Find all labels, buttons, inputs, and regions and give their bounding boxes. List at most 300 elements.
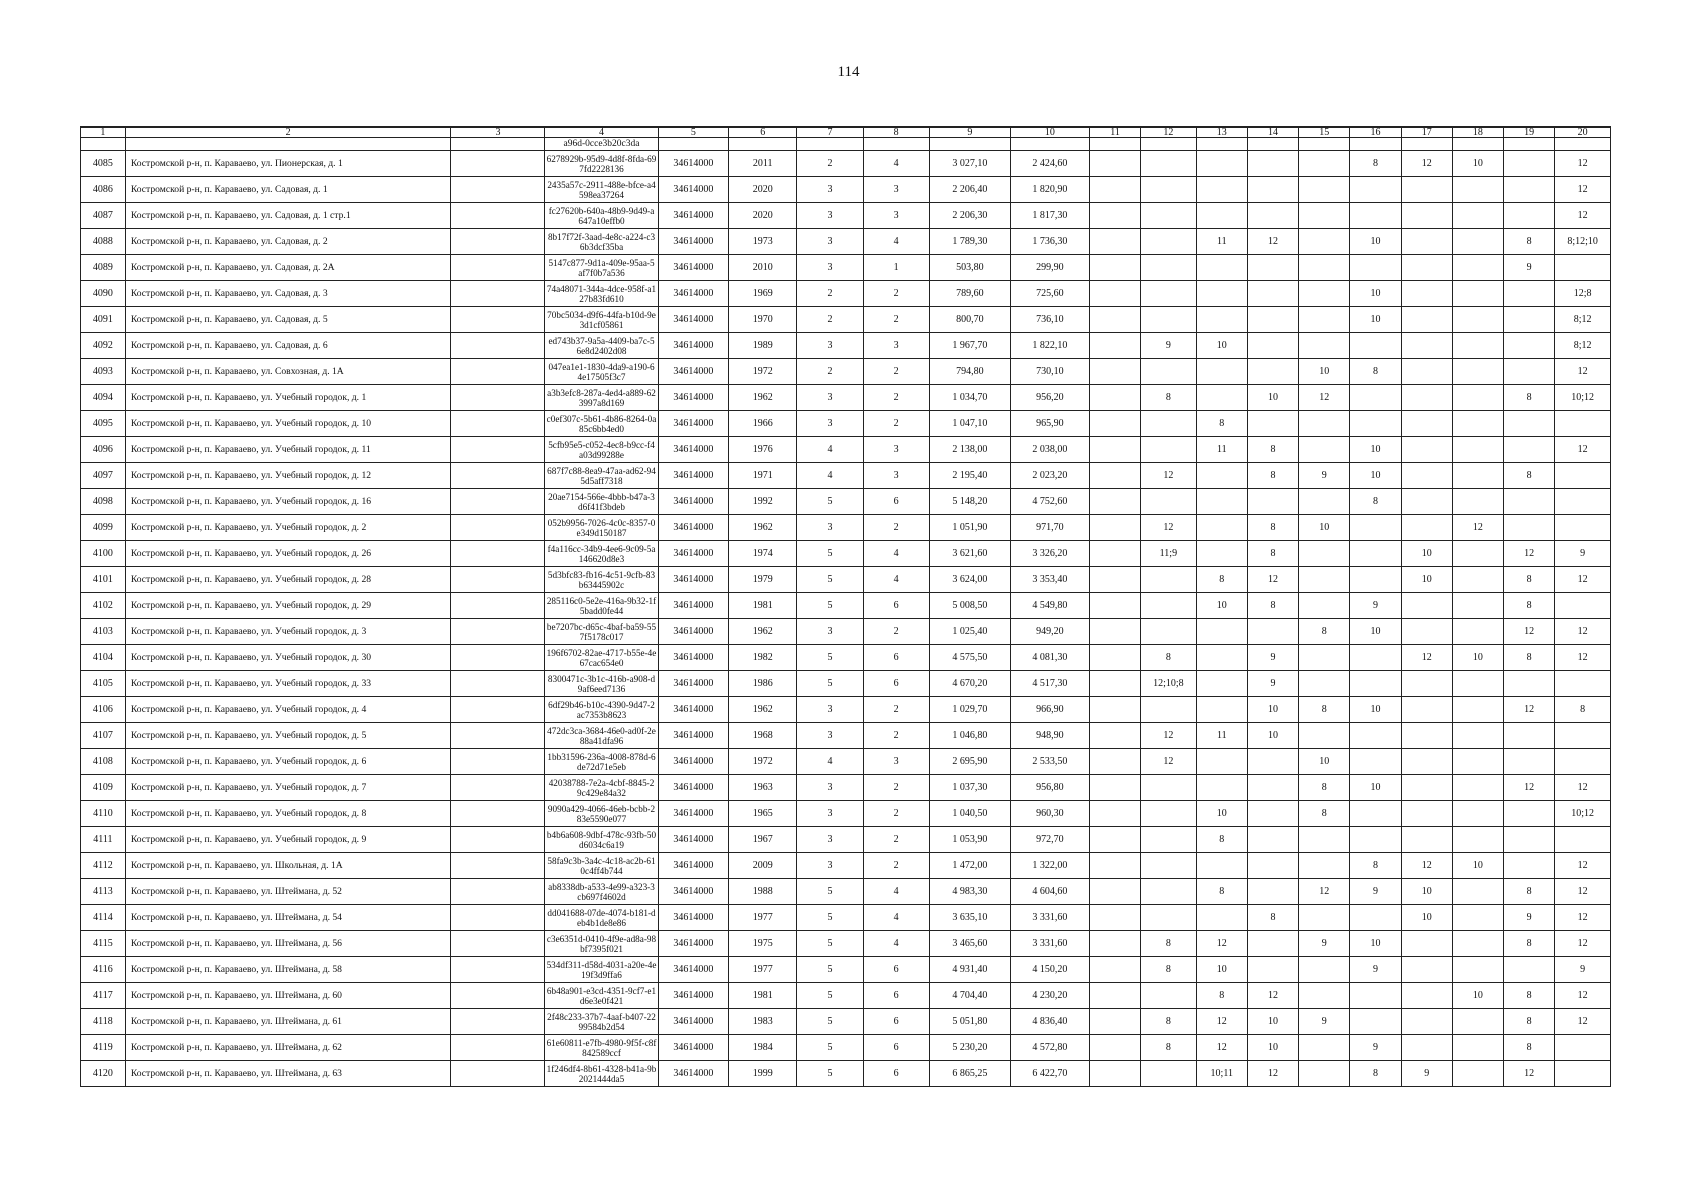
cell-col-5: 34614000 <box>658 1009 728 1035</box>
cell-col-10: 3 331,60 <box>1010 905 1089 931</box>
cell-col-9: 4 670,20 <box>929 671 1010 697</box>
cell-col-2: Костромской р-н, п. Караваево, ул. Садовая, д. 3 <box>125 281 451 307</box>
cell-col-4: 5d3bfc83-fb16-4c51-9cfb-83b63445902c <box>545 567 658 593</box>
cell-col-19: 8 <box>1504 1009 1555 1035</box>
table-row <box>81 229 1611 255</box>
cell-col-20 <box>1555 489 1611 515</box>
cell-col-15 <box>1299 489 1350 515</box>
cell-col-4: a3b3efc8-287a-4ed4-a889-623997a8d169 <box>545 385 658 411</box>
cell-col-13: 12 <box>1196 1009 1247 1035</box>
cell-col-1: 4100 <box>81 541 126 567</box>
cell-col-18 <box>1452 671 1503 697</box>
cell-col-8: 2 <box>863 411 929 437</box>
cell-col-10: 4 549,80 <box>1010 593 1089 619</box>
column-header-8: 8 <box>863 127 929 138</box>
cell-col-15 <box>1299 229 1350 255</box>
cell-col-6: 1966 <box>729 411 797 437</box>
cell-col-2: Костромской р-н, п. Караваево, ул. Учебный городок, д. 29 <box>125 593 451 619</box>
cell-col-6: 1971 <box>729 463 797 489</box>
cell-col-4: 047ea1e1-1830-4da9-a190-64e17505f3c7 <box>545 359 658 385</box>
cell-col-20 <box>1555 671 1611 697</box>
cell-col-18 <box>1452 619 1503 645</box>
cell-col-8: 2 <box>863 385 929 411</box>
cell-col-19 <box>1504 333 1555 359</box>
cell-col-19 <box>1504 749 1555 775</box>
cell-col-3 <box>451 515 545 541</box>
cell-col-6: 1976 <box>729 437 797 463</box>
cell-col-8: 2 <box>863 827 929 853</box>
cell-col-19: 8 <box>1504 931 1555 957</box>
cell-col-18 <box>1452 541 1503 567</box>
page-number: 114 <box>837 64 860 80</box>
cell-col-19 <box>1504 281 1555 307</box>
cell-col-7: 3 <box>797 177 863 203</box>
cell-col-14: 12 <box>1247 983 1298 1009</box>
cell-col-7: 5 <box>797 905 863 931</box>
cell-col-8: 4 <box>863 879 929 905</box>
cell-col-18 <box>1452 463 1503 489</box>
cell-col-2: Костромской р-н, п. Караваево, ул. Садовая, д. 2 <box>125 229 451 255</box>
cell-col-11 <box>1089 775 1140 801</box>
cell-col-3 <box>451 177 545 203</box>
cell-col-10: 1 820,90 <box>1010 177 1089 203</box>
cell-col-13 <box>1196 541 1247 567</box>
cell-col-17 <box>1401 489 1452 515</box>
cell-col-18 <box>1452 203 1503 229</box>
cell-col-16 <box>1350 1009 1401 1035</box>
cell-col-10: 2 533,50 <box>1010 749 1089 775</box>
cell-col-17 <box>1401 957 1452 983</box>
cell-col-5: 34614000 <box>658 775 728 801</box>
cell-col-8: 6 <box>863 1009 929 1035</box>
cell-col-11 <box>1089 593 1140 619</box>
cell-col-5: 34614000 <box>658 281 728 307</box>
table-row <box>81 619 1611 645</box>
cell-col-4: 6df29b46-b10c-4390-9d47-2ac7353b8623 <box>545 697 658 723</box>
cell-col-2: Костромской р-н, п. Караваево, ул. Учебный городок, д. 3 <box>125 619 451 645</box>
cell-col-6: 1986 <box>729 671 797 697</box>
cell-col-14 <box>1247 775 1298 801</box>
cell-col-15 <box>1299 541 1350 567</box>
cell-col-7: 5 <box>797 1009 863 1035</box>
cell-col-18 <box>1452 567 1503 593</box>
cell-col-16: 9 <box>1350 879 1401 905</box>
cell-col-20: 12 <box>1555 567 1611 593</box>
cell-col-17 <box>1401 931 1452 957</box>
cell-col-3 <box>451 437 545 463</box>
cell-col-2: Костромской р-н, п. Караваево, ул. Садовая, д. 2А <box>125 255 451 281</box>
cell-col-4: 472dc3ca-3684-46e0-ad0f-2e88a41dfa96 <box>545 723 658 749</box>
cell-col-8: 2 <box>863 281 929 307</box>
cell-col-10: 4 572,80 <box>1010 1035 1089 1061</box>
cell-col-12 <box>1141 593 1197 619</box>
cell-col-10: 972,70 <box>1010 827 1089 853</box>
cell-col-9: 1 789,30 <box>929 229 1010 255</box>
table-row <box>81 905 1611 931</box>
cell-col-13: 11 <box>1196 229 1247 255</box>
cell-col-16 <box>1350 983 1401 1009</box>
cell-col-8: 3 <box>863 437 929 463</box>
cell-col-2: Костромской р-н, п. Караваево, ул. Штеймана, д. 58 <box>125 957 451 983</box>
cell-col-5: 34614000 <box>658 151 728 177</box>
cell-col-5: 34614000 <box>658 931 728 957</box>
cell-col-19: 8 <box>1504 983 1555 1009</box>
cell-col-18 <box>1452 229 1503 255</box>
cell-col-17 <box>1401 281 1452 307</box>
cell-col-12: 8 <box>1141 1009 1197 1035</box>
cell-col-11 <box>1089 281 1140 307</box>
cell-col-6: 1972 <box>729 359 797 385</box>
cell-col-14 <box>1247 853 1298 879</box>
cell-col-12: 12 <box>1141 463 1197 489</box>
cell-col-16 <box>1350 411 1401 437</box>
cell-col-14: 10 <box>1247 385 1298 411</box>
cell-col-8: 2 <box>863 801 929 827</box>
cell-col-9: 1 053,90 <box>929 827 1010 853</box>
cell-col-20: 12 <box>1555 437 1611 463</box>
cell-col-15 <box>1299 671 1350 697</box>
cell-col-11 <box>1089 801 1140 827</box>
cell-col-9: 5 051,80 <box>929 1009 1010 1035</box>
cell-col-19: 8 <box>1504 645 1555 671</box>
column-header-19: 19 <box>1504 127 1555 138</box>
cell-col-7: 4 <box>797 437 863 463</box>
cell-col-7: 3 <box>797 229 863 255</box>
cell-col-6: 1969 <box>729 281 797 307</box>
cell-col-10: 949,20 <box>1010 619 1089 645</box>
cell-col-17 <box>1401 1035 1452 1061</box>
column-header-1: 1 <box>81 127 126 138</box>
cell-col-19: 8 <box>1504 229 1555 255</box>
cell-col-4: 74a48071-344a-4dce-958f-a127b83fd610 <box>545 281 658 307</box>
cell-col-15: 8 <box>1299 697 1350 723</box>
cell-col-4: b4b6a608-9dbf-478c-93fb-50d6034c6a19 <box>545 827 658 853</box>
cell-col-3 <box>451 801 545 827</box>
cell-col-3 <box>451 697 545 723</box>
cell-col-20 <box>1555 593 1611 619</box>
cell-col-8: 2 <box>863 619 929 645</box>
cell-col-12: 12;10;8 <box>1141 671 1197 697</box>
cell-col-15: 8 <box>1299 619 1350 645</box>
cell-col-9: 5 148,20 <box>929 489 1010 515</box>
cell-col-12 <box>1141 203 1197 229</box>
cell-col-16 <box>1350 567 1401 593</box>
column-header-16: 16 <box>1350 127 1401 138</box>
cell-col-3 <box>451 645 545 671</box>
cell-col-19 <box>1504 151 1555 177</box>
cell-col-17: 10 <box>1401 567 1452 593</box>
cell-col-4: 5147c877-9d1a-409e-95aa-5af7f0b7a536 <box>545 255 658 281</box>
cell-col-8: 3 <box>863 203 929 229</box>
cell-col-20: 12 <box>1555 775 1611 801</box>
cell-col-17 <box>1401 229 1452 255</box>
cell-col-9: 1 040,50 <box>929 801 1010 827</box>
cell-col-16: 9 <box>1350 1035 1401 1061</box>
cell-col-17 <box>1401 307 1452 333</box>
cell-col-10: 1 736,30 <box>1010 229 1089 255</box>
cell-col-12: 8 <box>1141 645 1197 671</box>
cell-col-9: 1 967,70 <box>929 333 1010 359</box>
cell-col-9: 2 206,40 <box>929 177 1010 203</box>
cell-col-18 <box>1452 801 1503 827</box>
cell-col-19 <box>1504 177 1555 203</box>
cell-col-16 <box>1350 749 1401 775</box>
cell-col-5: 34614000 <box>658 567 728 593</box>
cell-col-10: 4 230,20 <box>1010 983 1089 1009</box>
cell-col-13 <box>1196 177 1247 203</box>
cell-col-2: Костромской р-н, п. Караваево, ул. Учебный городок, д. 11 <box>125 437 451 463</box>
cell-col-10: 956,80 <box>1010 775 1089 801</box>
cell-col-13: 10 <box>1196 957 1247 983</box>
column-header-20: 20 <box>1555 127 1611 138</box>
cell-col-15 <box>1299 905 1350 931</box>
cell-col-15: 9 <box>1299 1009 1350 1035</box>
cell-col-3 <box>451 879 545 905</box>
cell-col-12 <box>1141 801 1197 827</box>
cell-col-5: 34614000 <box>658 203 728 229</box>
table-header <box>81 127 1611 138</box>
cell-col-3 <box>451 957 545 983</box>
cell-col-13 <box>1196 775 1247 801</box>
cell-col-17 <box>1401 697 1452 723</box>
cell-col-7: 3 <box>797 203 863 229</box>
cell-col-14 <box>1247 203 1298 229</box>
cell-col-11 <box>1089 437 1140 463</box>
cell-col-6: 1983 <box>729 1009 797 1035</box>
cell-col-15: 8 <box>1299 801 1350 827</box>
cell-col-16: 9 <box>1350 957 1401 983</box>
cell-col-4: 196f6702-82ae-4717-b55e-4e67cac654e0 <box>545 645 658 671</box>
cell-col-6: 1975 <box>729 931 797 957</box>
cell-col-11 <box>1089 1061 1140 1087</box>
cell-col-16: 8 <box>1350 853 1401 879</box>
cell-col-16 <box>1350 827 1401 853</box>
cell-col-8: 3 <box>863 177 929 203</box>
cell-col-11 <box>1089 827 1140 853</box>
cell-col-2: Костромской р-н, п. Караваево, ул. Учебный городок, д. 9 <box>125 827 451 853</box>
column-header-2: 2 <box>125 127 451 138</box>
cell-col-8: 3 <box>863 749 929 775</box>
housing-registry-table <box>80 126 1611 1087</box>
cell-col-18: 10 <box>1452 983 1503 1009</box>
cell-col-20: 9 <box>1555 957 1611 983</box>
table-row <box>81 775 1611 801</box>
cell-col-1: 4089 <box>81 255 126 281</box>
cell-col-14 <box>1247 749 1298 775</box>
cell-col-5: 34614000 <box>658 359 728 385</box>
cell-col-9: 1 472,00 <box>929 853 1010 879</box>
cell-col-9: 1 037,30 <box>929 775 1010 801</box>
cell-col-15: 10 <box>1299 359 1350 385</box>
cell-col-17 <box>1401 801 1452 827</box>
cell-col-12 <box>1141 489 1197 515</box>
cell-col-14 <box>1247 879 1298 905</box>
cell-col-6: 1962 <box>729 619 797 645</box>
cell-col-3 <box>451 671 545 697</box>
cell-col-13 <box>1196 515 1247 541</box>
cell-col-4: 2435a57c-2911-488e-bfce-a4598ea37264 <box>545 177 658 203</box>
cell-col-1: 4085 <box>81 151 126 177</box>
cell-col-8: 2 <box>863 723 929 749</box>
cell-col-1: 4120 <box>81 1061 126 1087</box>
cell-col-13 <box>1196 359 1247 385</box>
table-row <box>81 489 1611 515</box>
cell-col-6: 1981 <box>729 983 797 1009</box>
cell-col-14: 8 <box>1247 515 1298 541</box>
cell-col-17 <box>1401 437 1452 463</box>
cell-col-10: 6 422,70 <box>1010 1061 1089 1087</box>
table-row <box>81 645 1611 671</box>
cell-col-2: Костромской р-н, п. Караваево, ул. Учебный городок, д. 28 <box>125 567 451 593</box>
table-row <box>81 983 1611 1009</box>
cell-col-10: 965,90 <box>1010 411 1089 437</box>
cell-col-11 <box>1089 931 1140 957</box>
cell-col-4: 052b9956-7026-4c0c-8357-0e349d150187 <box>545 515 658 541</box>
cell-col-2: Костромской р-н, п. Караваево, ул. Учебный городок, д. 12 <box>125 463 451 489</box>
cell-col-14 <box>1247 411 1298 437</box>
cell-col-1: 4094 <box>81 385 126 411</box>
cell-col-10: 3 331,60 <box>1010 931 1089 957</box>
cell-col-12 <box>1141 853 1197 879</box>
cell-col-15 <box>1299 723 1350 749</box>
cell-col-6: 1979 <box>729 567 797 593</box>
cell-col-2: Костромской р-н, п. Караваево, ул. Учебный городок, д. 5 <box>125 723 451 749</box>
table-row <box>81 1061 1611 1087</box>
cell-col-9: 3 635,10 <box>929 905 1010 931</box>
cell-col-14 <box>1247 957 1298 983</box>
cell-col-9: 1 047,10 <box>929 411 1010 437</box>
cell-col-19 <box>1504 359 1555 385</box>
cell-col-11 <box>1089 463 1140 489</box>
cell-col-7: 5 <box>797 645 863 671</box>
cell-col-12 <box>1141 879 1197 905</box>
cell-col-20: 9 <box>1555 541 1611 567</box>
cell-col-9: 2 138,00 <box>929 437 1010 463</box>
cell-col-10: 4 150,20 <box>1010 957 1089 983</box>
cell-col-13: 8 <box>1196 983 1247 1009</box>
table-row <box>81 593 1611 619</box>
cell-col-10: 299,90 <box>1010 255 1089 281</box>
cell-col-2: Костромской р-н, п. Караваево, ул. Штеймана, д. 60 <box>125 983 451 1009</box>
cell-col-18 <box>1452 697 1503 723</box>
cell-col-15 <box>1299 411 1350 437</box>
cell-col-4: ab8338db-a533-4e99-a323-3cb697f4602d <box>545 879 658 905</box>
cell-col-11 <box>1089 1035 1140 1061</box>
cell-col-3 <box>451 281 545 307</box>
cell-col-14: 9 <box>1247 671 1298 697</box>
cell-col-7: 5 <box>797 1035 863 1061</box>
cell-col-1: 4115 <box>81 931 126 957</box>
cell-col-16 <box>1350 905 1401 931</box>
cell-col-18 <box>1452 385 1503 411</box>
column-header-13: 13 <box>1196 127 1247 138</box>
cell-col-12: 8 <box>1141 931 1197 957</box>
cell-col-16: 10 <box>1350 281 1401 307</box>
cell-col-15: 9 <box>1299 463 1350 489</box>
cell-col-12 <box>1141 983 1197 1009</box>
cell-col-4: dd041688-07de-4074-b181-deb4b1de8e86 <box>545 905 658 931</box>
cell-col-19: 9 <box>1504 255 1555 281</box>
cell-col-14: 8 <box>1247 437 1298 463</box>
cell-col-16 <box>1350 255 1401 281</box>
cell-col-8: 2 <box>863 307 929 333</box>
cell-col-9: 1 029,70 <box>929 697 1010 723</box>
cell-col-14 <box>1247 489 1298 515</box>
cell-col-13: 8 <box>1196 567 1247 593</box>
cell-col-12 <box>1141 177 1197 203</box>
table-row <box>81 697 1611 723</box>
cell-col-1: 4113 <box>81 879 126 905</box>
cell-col-13 <box>1196 203 1247 229</box>
cell-col-16 <box>1350 385 1401 411</box>
cell-col-11 <box>1089 255 1140 281</box>
continued-guid-fragment: a96d-0cce3b20c3da <box>545 138 658 151</box>
cell-col-18 <box>1452 281 1503 307</box>
cell-col-2: Костромской р-н, п. Караваево, ул. Садовая, д. 6 <box>125 333 451 359</box>
cell-col-3 <box>451 359 545 385</box>
cell-col-18: 10 <box>1452 853 1503 879</box>
cell-col-15 <box>1299 437 1350 463</box>
table-row <box>81 541 1611 567</box>
cell-col-11 <box>1089 853 1140 879</box>
cell-col-20 <box>1555 515 1611 541</box>
cell-col-6: 2009 <box>729 853 797 879</box>
table-row <box>81 307 1611 333</box>
cell-col-16 <box>1350 333 1401 359</box>
cell-col-8: 2 <box>863 697 929 723</box>
cell-col-9: 1 046,80 <box>929 723 1010 749</box>
cell-col-11 <box>1089 619 1140 645</box>
cell-col-20: 12 <box>1555 983 1611 1009</box>
cell-col-19 <box>1504 723 1555 749</box>
cell-col-8: 3 <box>863 463 929 489</box>
cell-col-20: 12 <box>1555 619 1611 645</box>
cell-col-3 <box>451 203 545 229</box>
cell-col-4: 2f48c233-37b7-4aaf-b407-2299584b2d54 <box>545 1009 658 1035</box>
cell-col-9: 4 704,40 <box>929 983 1010 1009</box>
cell-col-11 <box>1089 385 1140 411</box>
cell-col-10: 960,30 <box>1010 801 1089 827</box>
cell-col-15: 12 <box>1299 385 1350 411</box>
cell-col-7: 2 <box>797 307 863 333</box>
cell-col-16: 8 <box>1350 489 1401 515</box>
cell-col-13 <box>1196 619 1247 645</box>
cell-col-17: 10 <box>1401 905 1452 931</box>
cell-col-6: 1962 <box>729 385 797 411</box>
cell-col-12 <box>1141 255 1197 281</box>
cell-col-5: 34614000 <box>658 957 728 983</box>
cell-col-10: 3 326,20 <box>1010 541 1089 567</box>
cell-col-6: 2011 <box>729 151 797 177</box>
cell-col-18 <box>1452 931 1503 957</box>
cell-col-5: 34614000 <box>658 905 728 931</box>
cell-col-17 <box>1401 359 1452 385</box>
cell-col-7: 5 <box>797 541 863 567</box>
cell-col-3 <box>451 905 545 931</box>
cell-col-12 <box>1141 437 1197 463</box>
cell-col-13: 8 <box>1196 879 1247 905</box>
cell-col-15 <box>1299 645 1350 671</box>
cell-col-20 <box>1555 1061 1611 1087</box>
cell-col-14 <box>1247 333 1298 359</box>
cell-col-11 <box>1089 671 1140 697</box>
cell-col-2: Костромской р-н, п. Караваево, ул. Совхозная, д. 1А <box>125 359 451 385</box>
cell-col-16 <box>1350 801 1401 827</box>
cell-col-7: 5 <box>797 593 863 619</box>
cell-col-4: 5cfb95e5-c052-4ec8-b9cc-f4a03d99288e <box>545 437 658 463</box>
cell-col-3 <box>451 593 545 619</box>
cell-col-7: 2 <box>797 359 863 385</box>
